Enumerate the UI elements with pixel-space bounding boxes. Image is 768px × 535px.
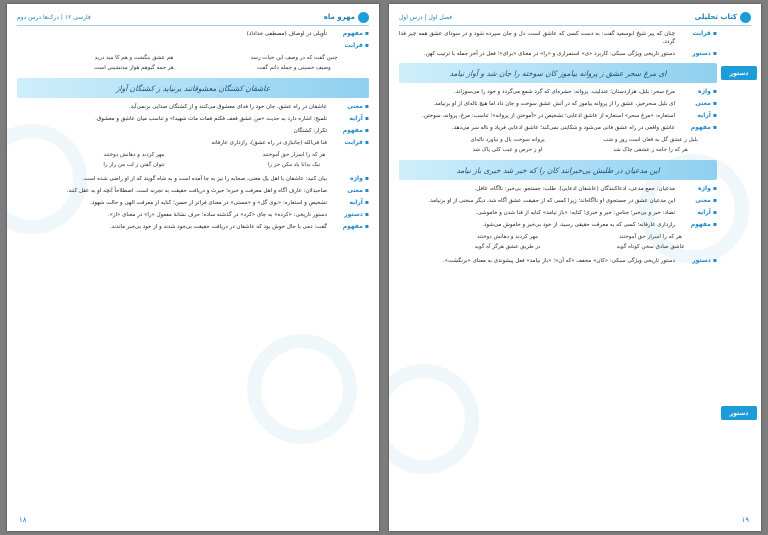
verse-line: او ز حرص و عیب کلی پاک شد bbox=[472, 147, 543, 153]
section-row bbox=[17, 199, 369, 207]
section-label: ▪ مفهوم bbox=[327, 223, 369, 231]
header-title: فصل اول | درس اول bbox=[399, 13, 453, 21]
section-label: ▪ قرابت bbox=[327, 42, 369, 50]
section-text: دستور تاریخی ویژگی سبکی: کاربرد «ی» استمراری و «را» در معنای «برای»؛ فعل در آخر جمله با ترتیب کهن. bbox=[424, 51, 675, 57]
section-text: بیان کنید: عاشقان با اهل یک معنی، صحابه را نیز به جا آمده است و به شاه گویند که از او راضی شده است. bbox=[82, 176, 327, 182]
section-label: ▪ آرایه bbox=[675, 112, 717, 120]
section-label: ▪ معنی bbox=[675, 100, 717, 108]
section-text: ای بلبل سحرخیز، عشق را از پروانه بیاموز که در آتش عشق سوخت و جان داد اما هیچ ناله‌ای از او برنیامد. bbox=[433, 101, 675, 107]
header-logo: مهرو ماه bbox=[324, 12, 369, 23]
section-text: عاشقان در راه عشق، جان خود را فدای معشوق می‌کنند و از کشتگان صدایی برنمی‌آید. bbox=[128, 104, 327, 110]
section-text: این مدعیان عشق در جستجوی او ناآگاه‌اند؛ زیرا کسی که از حقیقت عشق آگاه شد، دیگر سخنی از او برنیامد. bbox=[428, 198, 675, 204]
section-row bbox=[17, 115, 369, 123]
page-header bbox=[17, 10, 369, 24]
verse-line: چنین گفت که در وصف این حیات رسد bbox=[250, 55, 338, 61]
section-text: تأویلی در اوصاف (مصطفی خداداد) bbox=[246, 31, 327, 37]
section-row bbox=[399, 50, 717, 58]
section-row bbox=[399, 197, 717, 205]
section-text: مدعیان: جمع مدعی، ادعاکنندگان (عاشقان ادعایی). طلب: جستجو. بی‌خبر: ناآگاه، غافل. bbox=[474, 186, 675, 192]
verse-line: هر جمه گیوهم هوار مدنشینی است bbox=[94, 65, 174, 71]
poem-banner: این مدعیان در طلبش بی‌خبرانند کان را که خبر شد خبری باز نیامد bbox=[399, 160, 717, 180]
verse-line: بلبل ز عشق گل به فغان است روز و شب bbox=[603, 137, 698, 143]
verse-line: نتوان گفتن ز لب من راز را bbox=[103, 162, 165, 168]
section-label: ▪ مفهوم bbox=[675, 124, 717, 132]
section-row bbox=[17, 139, 369, 147]
section-label: ▪ دستور bbox=[327, 211, 369, 219]
verse-line: نیک بدانا یاد مکن جز را bbox=[267, 162, 321, 168]
verse-line: هم عشق بنگشت و هم کا مید درید bbox=[94, 55, 174, 61]
poem-banner: ای مرغ سحر عشق ز پروانه بیاموز کان سوخته را جان شد و آواز نیامد bbox=[399, 63, 717, 83]
section-text: چنان که پیر شیخ ابوسعید گفت: به دست کسی که عاشق است، دل و جان سپرده شود و در سودای عشق همه چیز فدا گردد. bbox=[399, 31, 675, 45]
section-row bbox=[399, 112, 717, 120]
right-content bbox=[399, 30, 717, 509]
page-number: ۱۸ bbox=[19, 516, 27, 524]
brand-logo-icon bbox=[740, 12, 751, 23]
verse-line: مهر کردند و دهانش دوختند bbox=[477, 234, 538, 240]
section-row bbox=[17, 211, 369, 219]
section-label: ▪ آرایه bbox=[675, 209, 717, 217]
section-text: رازداری عارفانه؛ کسی که به معرفت حقیقی رسید، از خود بی‌خبر و خاموش می‌شود. bbox=[482, 222, 675, 228]
section-row bbox=[399, 100, 717, 108]
section-text: تشخیص و استعاره: «بوی گل» و «مستی» در معنای فراتر از حسن؛ کنایه از معرفت الهی و حالت شهود. bbox=[90, 200, 327, 206]
section-row bbox=[399, 209, 717, 217]
section-label: ▪ معنی bbox=[327, 187, 369, 195]
section-text: استعاره: «مرغ سحر» استعاره از عاشق ادعایی؛ تشخیص در «آموختن از پروانه»؛ تناسب: مرغ، پروانه، سوختن. bbox=[422, 113, 675, 119]
section-text: صاحبدلان: عارف آگاه و اهل معرفت و خبره؛ حیرت و دریافت حقیقت به تجربه است. اصطلاحاً آنچه او به عقل کنند. bbox=[66, 188, 327, 194]
section-text: دستور تاریخی: «کرده» به جای «کرد» در گذشته ساده؛ حرف نشانهٔ مفعول «را» در معنای «از». bbox=[107, 212, 327, 218]
page-number: ۱۹ bbox=[741, 516, 749, 524]
verse-line: هر که را اسرار حق آموختند bbox=[262, 152, 326, 158]
section-row bbox=[17, 42, 369, 50]
section-text: تکرار: کشتگان bbox=[293, 128, 327, 134]
section-label: ▪ قرابت bbox=[327, 139, 369, 147]
verse-line: پروانه سوخت بال و نیاورد ناله‌ای bbox=[470, 137, 545, 143]
dastur-badge: دستور bbox=[721, 66, 757, 80]
section-row bbox=[399, 30, 717, 46]
verse-line: هر که را جامه ز عشقی چاک شد bbox=[613, 147, 688, 153]
section-label: ▪ معنی bbox=[327, 103, 369, 111]
section-label: ▪ واژه bbox=[675, 185, 717, 193]
section-row bbox=[399, 221, 717, 229]
section-row bbox=[17, 223, 369, 231]
verse-line: در طریق عشق هرگز آه گوید bbox=[474, 244, 541, 250]
dastur-badge: دستور bbox=[721, 406, 757, 420]
section-label: ▪ مفهوم bbox=[327, 127, 369, 135]
section-label: ▪ مفهوم bbox=[675, 221, 717, 229]
header-divider bbox=[17, 25, 369, 26]
section-row bbox=[17, 103, 369, 111]
header-divider bbox=[399, 25, 751, 26]
section-label: ▪ آرایه bbox=[327, 115, 369, 123]
verse-line: عاشق صادق سخن کوتاه گوید bbox=[616, 244, 685, 250]
page-header bbox=[399, 10, 751, 24]
section-label: ▪ واژه bbox=[327, 175, 369, 183]
section-row bbox=[17, 127, 369, 135]
section-label: ▪ دستور bbox=[675, 50, 717, 58]
page-right bbox=[389, 4, 761, 531]
section-label: ▪ دستور bbox=[675, 257, 717, 265]
section-row bbox=[17, 187, 369, 195]
brand-logo-icon bbox=[358, 12, 369, 23]
section-row bbox=[17, 175, 369, 183]
page-left bbox=[7, 4, 379, 531]
section-row bbox=[17, 30, 369, 38]
verse-block bbox=[59, 54, 369, 73]
section-row bbox=[399, 185, 717, 193]
verse-block bbox=[441, 136, 717, 155]
section-text: گفت: دمی با حال خوش بود که عاشقان در دریافت حقیقت بی‌خود شدند و از خود بی‌خبر ماندند. bbox=[109, 224, 327, 230]
section-row bbox=[399, 88, 717, 96]
verse-line: وصیف حسینی و جمله ذاتم گفت bbox=[257, 65, 331, 71]
verse-line: مهر کردند و دهانش دوختند bbox=[103, 152, 165, 158]
header-logo: کتاب تحلیلی bbox=[695, 12, 751, 23]
verse-block bbox=[59, 151, 369, 170]
section-row bbox=[399, 257, 717, 265]
poem-banner: عاشقان کشتگان معشوقانند برنیاید ز کشتگان آواز bbox=[17, 78, 369, 98]
section-label: ▪ آرایه bbox=[327, 199, 369, 207]
header-title: فارسی ۱۲ | درک‌ها درس دوم bbox=[17, 13, 91, 21]
section-label: ▪ مفهوم bbox=[327, 30, 369, 38]
section-row bbox=[399, 124, 717, 132]
section-label: ▪ واژه bbox=[675, 88, 717, 96]
section-text: مرغ سحر: بلبل، هزاردستان؛ عندلیب. پروانه: حشره‌ای که گرد شمع می‌گردد و خود را می‌سوزاند. bbox=[454, 89, 675, 95]
verse-line: هر که را اسرار حق آموختند bbox=[619, 234, 682, 240]
section-text: تلمیح: اشاره دارد به حدیث «من عشق فعف فکتم فمات مات شهیدا» و تناسب میان عاشق و معشوق. bbox=[95, 116, 327, 122]
section-label: ▪ قرابت bbox=[675, 30, 717, 38]
verse-block bbox=[441, 233, 717, 252]
section-text: تضاد: خبر و بی‌خبر؛ جناس: خبر و خبری؛ کنایه: «باز نیامد» کنایه از فنا شدن و خاموشی. bbox=[475, 210, 675, 216]
section-text: دستور تاریخی ویژگی سبکی: «کان» مخفف «که آن»؛ «باز نیامد» فعل پیشوندی به معنای «برنگشت». bbox=[442, 258, 675, 264]
section-text: فنا فی‌الله (جانبازی در راه عشق)، رازداری عارفانه bbox=[211, 140, 327, 146]
left-content bbox=[17, 30, 369, 509]
section-text: عاشق واقعی در راه عشق فانی می‌شود و شکایتی نمی‌کند؛ عاشق ادعایی فریاد و ناله سر می‌دهد. bbox=[451, 125, 675, 131]
section-label: ▪ معنی bbox=[675, 197, 717, 205]
